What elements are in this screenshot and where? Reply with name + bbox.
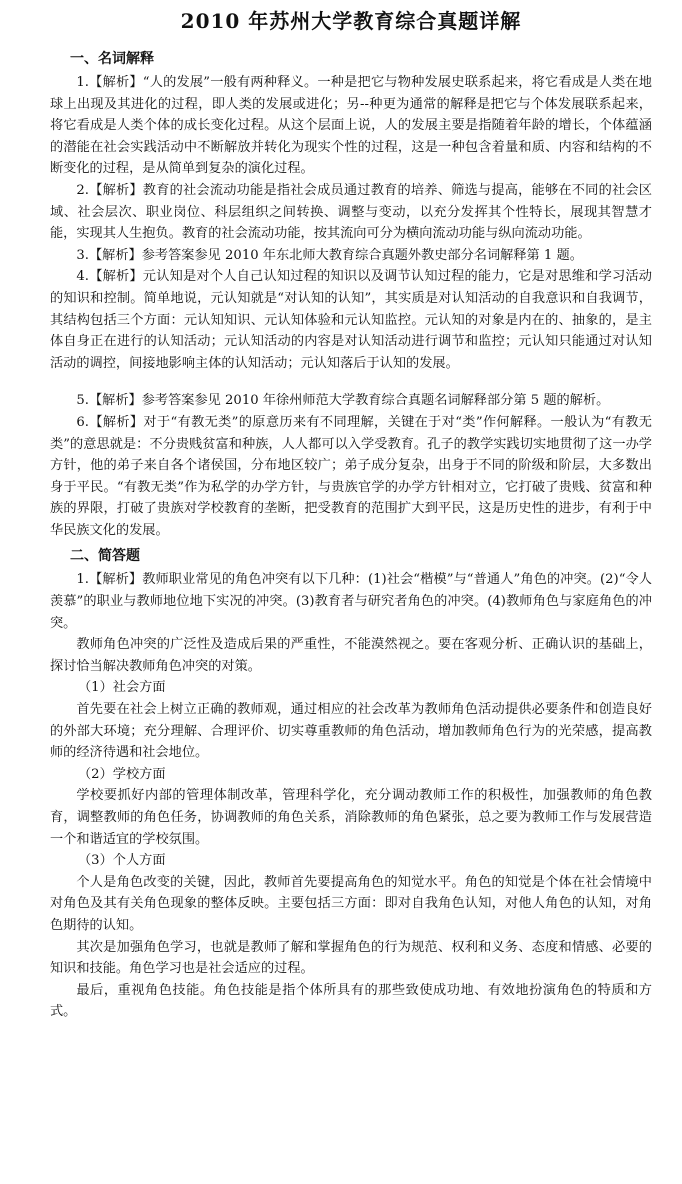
answer-paragraph-4: 4.【解析】元认知是对个人自己认知过程的知识以及调节认知过程的能力，它是对思维和学习活动的知识和控制。简单地说，元认知就是“对认知的认知”，其实质是对认知活动的自我意识和自我调节，其结构包括三个方面：元认知知识、元认知体验和元认知监控。元认知的对象是内在的、抽象的，是主体自身正在进行的认知活动；元认知活动的内容是对认知活动进行调节和监控；元认知只能通过对认知活动的调控，间接地影响主体的认知活动；元认知落后于认知的发展。	[50, 269, 652, 371]
section-heading-short-answer: 二、简答题	[70, 548, 140, 565]
subheading-school: （2）学校方面	[78, 766, 166, 782]
answer-paragraph-6: 6.【解析】对于“有教无类”的原意历来有不同理解，关键在于对“类”作何解释。一般认为“有教无类”的意思就是：不分贵贱贫富和种族，人人都可以入学受教育。孔子的教学实践切实地贯彻了这一办学方针，他的弟子来自各个诸侯国，分布地区较广；弟子成分复杂，出身于不同的阶级和阶层，大多数出身于平民。“有教无类”作为私学的办学方针，与贵族官学的办学方针相对立，它打破了贵贱、贫富和种族的界限，打破了贵族对学校教育的垄断，把受教育的范围扩大到平民，这是历史性的进步，有利于中华民族文化的发展。	[50, 414, 652, 538]
subheading-individual: （3）个人方面	[78, 853, 166, 869]
individual-paragraph-3: 最后，重视角色技能。角色技能是指个体所具有的那些致使成功地、有效地扮演角色的特质和方式。	[50, 982, 652, 1020]
individual-paragraph-2: 其次是加强角色学习，也就是教师了解和掌握角色的行为规范、权利和义务、态度和情感、必要的知识和技能。角色学习也是社会适应的过程。	[50, 939, 652, 977]
answer-paragraph-5: 5.【解析】参考答案参见 2010 年徐州师范大学教育综合真题名词解释部分第 5 题的解析。	[76, 393, 610, 409]
individual-paragraph-1: 个人是角色改变的关键，因此，教师首先要提高角色的知觉水平。角色的知觉是个体在社会情境中对角色及其有关角色现象的整体反映。主要包括三方面：即对自我角色认知，对他人角色的认知，对角色期待的认知。	[50, 874, 652, 933]
subheading-society: （1）社会方面	[78, 680, 166, 696]
society-paragraph: 首先要在社会上树立正确的教师观，通过相应的社会改革为教师角色活动提供必要条件和创造良好的外部大环境；充分理解、合理评价、切实尊重教师的角色活动，增加教师角色行为的光荣感，提高教师的经济待遇和社会地位。	[50, 702, 652, 761]
short-answer-intro: 1.【解析】教师职业常见的角色冲突有以下几种：(1)社会“楷模”与“普通人”角色的冲突。(2)“令人羡慕”的职业与教师地位地下实况的冲突。(3)教育者与研究者角色的冲突。(4)教师角色与家庭角色的冲突。	[50, 572, 652, 631]
section-heading-terms: 一、名词解释	[70, 51, 154, 67]
page-title: 2010 年苏州大学教育综合真题详解	[180, 9, 522, 33]
answer-paragraph-2: 2.【解析】教育的社会流动功能是指社会成员通过教育的培养、筛选与提高，能够在不同的社会区域、社会层次、职业岗位、科层组织之间转换、调整与变动，以充分发挥其个性特长，展现其智慧才能，实现其人生抱负。教育的社会流动功能，按其流向可分为横向流动功能与纵向流动功能。	[50, 182, 652, 242]
school-paragraph: 学校要抓好内部的管理体制改革，管理科学化，充分调动教师工作的积极性，加强教师的角色教育，调整教师的角色任务，协调教师的角色关系，消除教师的角色紧张，总之要为教师工作与发展营造一个和谐适宜的学校氛围。	[50, 788, 652, 847]
answer-paragraph-3: 3.【解析】参考答案参见 2010 年东北师大教育综合真题外教史部分名词解释第 1 题。	[76, 247, 583, 263]
short-answer-lead: 教师角色冲突的广泛性及造成后果的严重性，不能漠然视之。要在客观分析、正确认识的基础上，探讨恰当解决教师角色冲突的对策。	[50, 637, 652, 674]
answer-paragraph-1: 1.【解析】“人的发展”一般有两种释义。一种是把它与物种发展史联系起来，将它看成是人类在地球上出现及其进化的过程，即人类的发展或进化；另--种更为通常的解释是把它与个体发展联系起来，将它看成是人类个体的成长变化过程。从这个层面上说，人的发展主要是指随着年龄的增长，个体蕴涵的潜能在社会实践活动中不断解放并转化为现实个性的过程，这是一种包含着量和质、内容和结构的不断变化的过程，是从简单到复杂的演化过程。	[50, 75, 652, 177]
